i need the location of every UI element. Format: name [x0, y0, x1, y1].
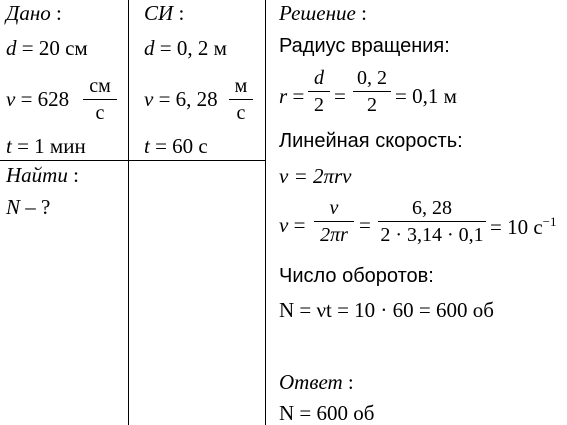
given-header: Дано : [6, 1, 62, 25]
frequency-result: = 10 $с^{-1}$ [490, 214, 557, 239]
radius-fraction-2: 0, 2 2 [353, 68, 391, 115]
answer-header: Ответ : [279, 370, 354, 394]
frequency-var: ν = [279, 213, 306, 237]
si-time: t = 60 с [144, 134, 208, 158]
radius-label: Радиус вращения: [279, 35, 450, 57]
find-header: Найти : [6, 163, 79, 187]
radius-result: = 0,1 м [395, 84, 457, 108]
si-diameter: d = 0, 2 м [144, 36, 227, 60]
radius-var: r = [279, 84, 305, 108]
linear-speed-label: Линейная скорость: [279, 130, 463, 152]
column-divider-right [265, 0, 266, 425]
given-diameter: d = 20 см [6, 36, 88, 60]
turns-label: Число оборотов: [279, 265, 434, 287]
given-time: t = 1 мин [6, 134, 86, 158]
si-velocity: v = 6, 28 [144, 87, 218, 111]
answer-value: N = 600 об [279, 401, 375, 425]
frequency-fraction-2: 6, 28 2 · 3,14 · 0,1 [378, 198, 486, 245]
find-target: N – ? [6, 195, 51, 219]
column-divider-left [128, 0, 129, 425]
given-velocity-unit: см с [83, 76, 117, 123]
given-velocity: v = 628 [6, 87, 70, 111]
frequency-eq-2: = [359, 213, 371, 237]
linear-speed-formula: v = 2πrν [279, 164, 352, 188]
radius-fraction-1: d 2 [308, 68, 330, 115]
turns-formula: N = νt = 10 · 60 = 600 об [279, 298, 494, 322]
frequency-fraction-1: v 2πr [314, 198, 354, 245]
radius-eq-2: = [334, 84, 346, 108]
si-header: СИ : [144, 1, 185, 25]
si-velocity-unit: м с [229, 76, 253, 123]
given-find-divider [0, 160, 265, 161]
solution-header: Решение : [279, 1, 367, 25]
